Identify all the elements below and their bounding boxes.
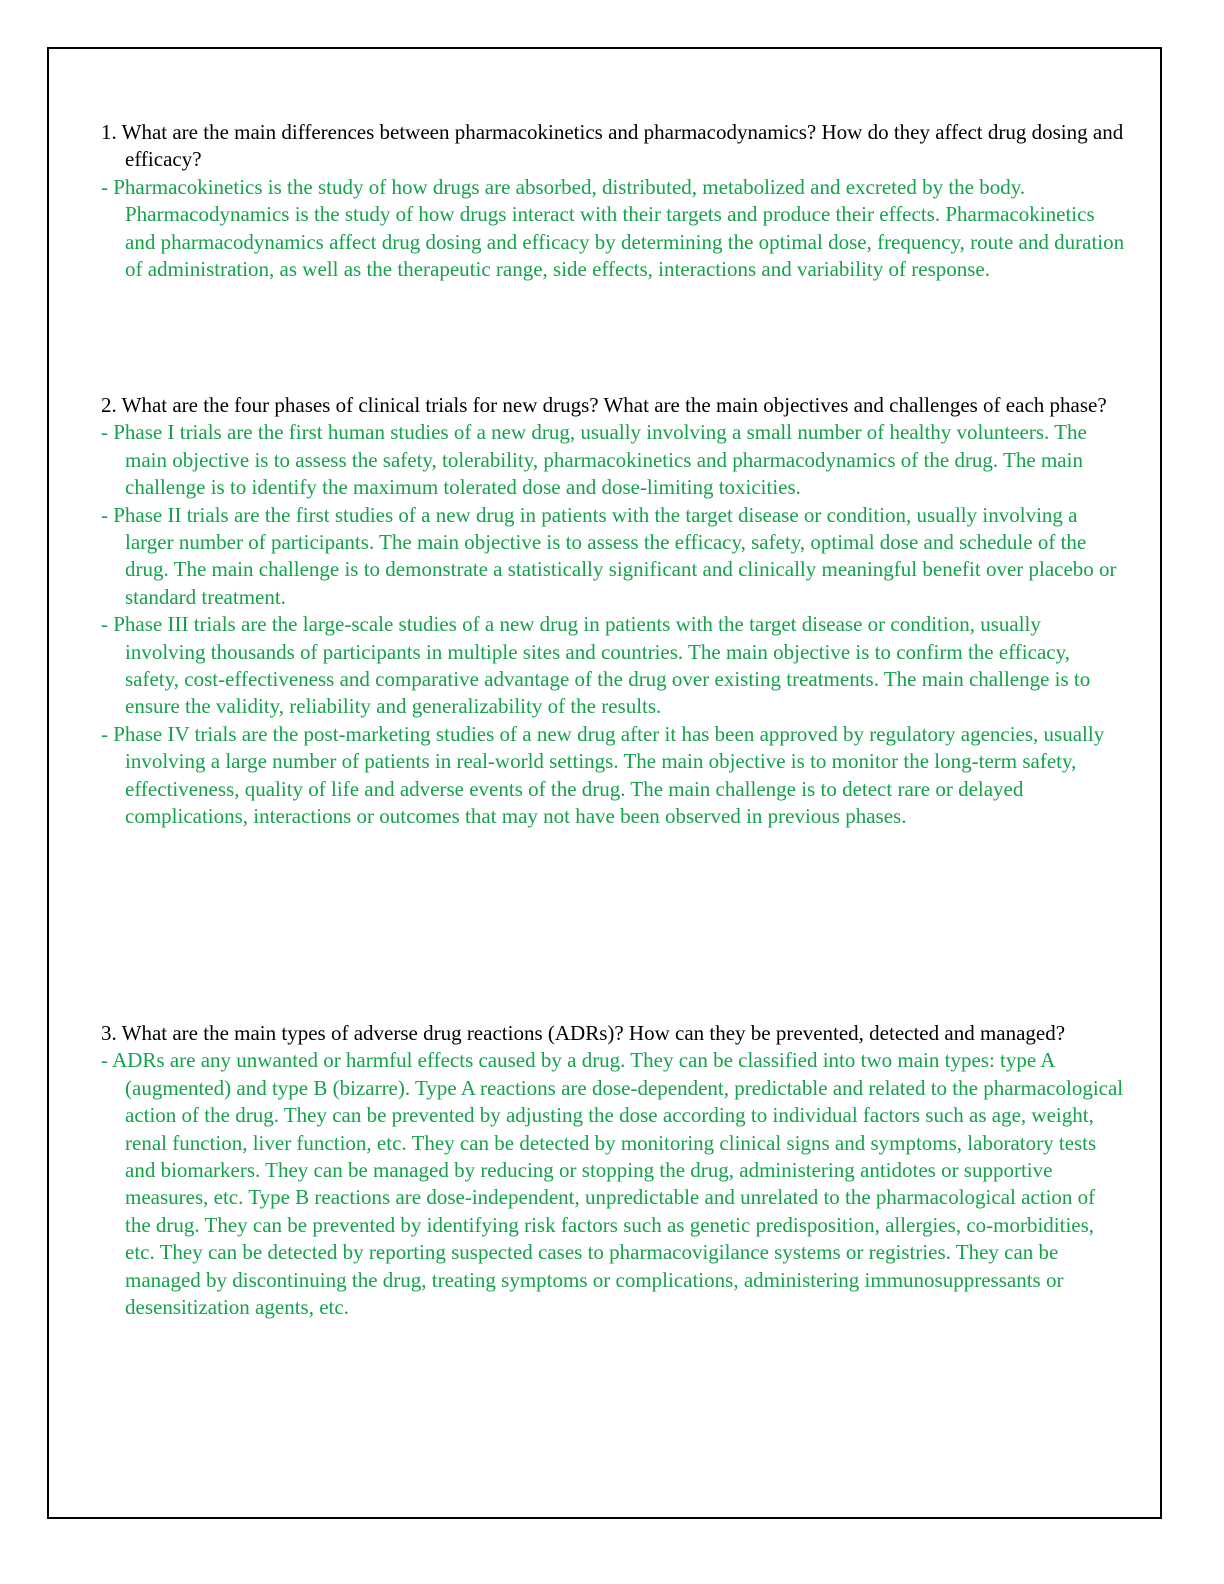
answer-phase-2: - Phase II trials are the first studies of a new drug in patients with the target disease or condition, usually involving a larger number of participants. The main objective is to assess the efficacy, safety, optimal dose and schedule of the drug. The main challenge is to demonstrate a statistically significant and clinically meaningful benefit over placebo or standard treatment. bbox=[101, 502, 1117, 609]
question-text: 1. What are the main differences between pharmacokinetics and pharmacodynamics? How do they affect drug dosing and efficacy? bbox=[101, 120, 1124, 172]
answer-phase-4: - Phase IV trials are the post-marketing studies of a new drug after it has been approved by regulatory agencies, usually involving a large number of patients in real-world settings. The main objective is to monitor the long-term safety, effectiveness, quality of life and adverse events of the drug. The main challenge is to detect rare or delayed complications, interactions or outcomes that may not have been observed in previous phases. bbox=[101, 721, 1105, 829]
question-block-3 bbox=[101, 1020, 1126, 1321]
answer-phase-1: - Phase I trials are the first human studies of a new drug, usually involving a small number of healthy volunteers. The main objective is to assess the safety, tolerability, pharmacokinetics and pharmacodynamics of the drug. The main challenge is to identify the maximum tolerated dose and dose-limiting toxicities. bbox=[101, 420, 1087, 500]
answer-text: - Pharmacokinetics is the study of how drugs are absorbed, distributed, metabolized and excreted by the body. Pharmacodynamics is the study of how drugs interact with their targets and produce their effects. Pharmacokinetics and pharmacodynamics affect drug dosing and efficacy by determining the optimal dose, frequency, route and duration of administration, as well as the therapeutic range, side effects, interactions and variability of response. bbox=[101, 174, 1125, 282]
answer-phase-3: - Phase III trials are the large-scale studies of a new drug in patients with the target disease or condition, usually involving thousands of participants in multiple sites and countries. The main objective is to confirm the efficacy, safety, cost-effectiveness and comparative advantage of the drug over existing treatments. The main challenge is to ensure the validity, reliability and generalizability of the results. bbox=[101, 612, 1091, 719]
answer-text: - ADRs are any unwanted or harmful effects caused by a drug. They can be classified into two main types: type A (augmented) and type B (bizarre). Type A reactions are dose-dependent, predictable and related to the pharmacological action of the drug. They can be prevented by adjusting the dose according to individual factors such as age, weight, renal function, liver function, etc. They can be detected by monitoring clinical signs and symptoms, laboratory tests and biomarkers. They can be managed by reducing or stopping the drug, administering antidotes or supportive measures, etc. Type B reactions are dose-independent, unpredictable and unrelated to the pharmacological action of the drug. They can be prevented by identifying risk factors such as genetic predisposition, allergies, co-morbidities, etc. They can be detected by reporting suspected cases to pharmacovigilance systems or registries. They can be managed by discontinuing the drug, treating symptoms or complications, administering immunosuppressants or desensitization agents, etc. bbox=[101, 1048, 1124, 1320]
question-block-1 bbox=[101, 119, 1126, 283]
question-text: 3. What are the main types of adverse drug reactions (ADRs)? How can they be prevented, detected and managed? bbox=[101, 1021, 1066, 1045]
question-text: 2. What are the four phases of clinical trials for new drugs? What are the main objectives and challenges of each phase? bbox=[101, 393, 1107, 417]
question-block-2 bbox=[101, 392, 1126, 831]
